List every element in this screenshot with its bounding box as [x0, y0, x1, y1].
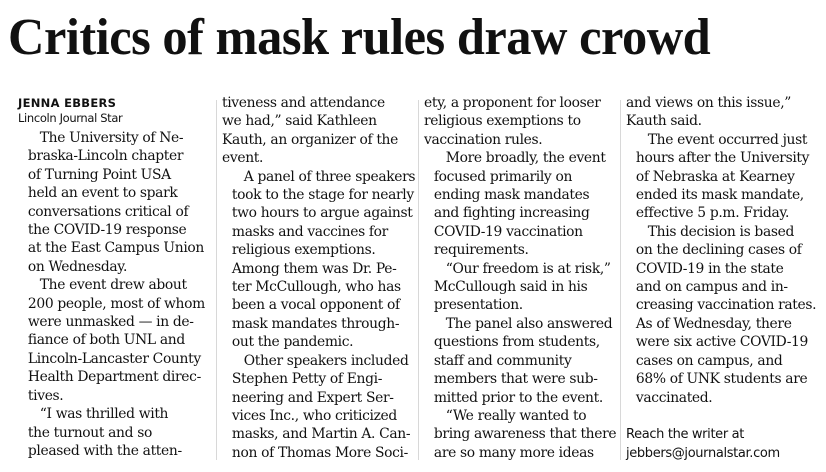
- paragraph: [424, 149, 620, 259]
- byline-publication: Lincoln Journal Star: [18, 111, 123, 125]
- text-line: of Turning Point USA: [27, 166, 171, 183]
- text-line: religious exemptions.: [231, 242, 376, 259]
- text-line: fiance of both UNL and: [27, 332, 185, 349]
- column-rule: [216, 100, 217, 460]
- text-line: 200 people, most of whom: [27, 295, 205, 312]
- article-column-1: [18, 96, 214, 460]
- text-line: mask mandates through-: [231, 315, 400, 332]
- text-line: religious exemptions to: [424, 113, 581, 130]
- paragraph: [222, 94, 418, 168]
- reach-writer-email[interactable]: jebbers@journalstar.com: [626, 445, 780, 461]
- paragraph: [222, 352, 418, 462]
- text-line: on Wednesday.: [27, 258, 128, 275]
- text-line: were unmasked — in de-: [27, 314, 194, 331]
- paragraph: [424, 94, 620, 149]
- text-line: ending mask mandates: [433, 187, 590, 204]
- text-line: hours after the University: [635, 150, 810, 167]
- byline-author: JENNA EBBERS: [18, 96, 117, 110]
- text-line: Stephen Petty of Engi-: [231, 371, 383, 388]
- text-line: out the pandemic.: [231, 334, 354, 351]
- paragraph: [18, 276, 214, 405]
- text-line: the COVID-19 response: [27, 222, 187, 239]
- text-line: Kauth said.: [626, 113, 702, 130]
- text-line: “Our freedom is at risk,”: [445, 260, 611, 277]
- text-line: of Nebraska at Kearney: [635, 168, 795, 185]
- text-line: braska-Lincoln chapter: [27, 148, 184, 165]
- text-line: tives.: [27, 387, 64, 404]
- text-line: McCullough said in his: [433, 279, 588, 296]
- column-rule: [620, 100, 621, 460]
- paragraph: [18, 129, 214, 276]
- text-line: at the East Campus Union: [27, 240, 205, 257]
- text-line: members that were sub-: [433, 371, 598, 388]
- text-line: effective 5 p.m. Friday.: [635, 205, 790, 222]
- text-line: requirements.: [433, 242, 529, 259]
- text-line: the turnout and so: [27, 424, 152, 441]
- text-line: focused primarily on: [433, 168, 573, 185]
- text-line: masks and vaccines for: [231, 223, 388, 240]
- reach-writer: [626, 425, 822, 463]
- article-column-4: [626, 94, 822, 463]
- text-line: we had,” said Kathleen: [222, 113, 377, 130]
- paragraph: [626, 94, 822, 131]
- text-line: Other speakers included: [243, 352, 409, 369]
- text-line: Among them was Dr. Pe-: [231, 260, 397, 277]
- text-line: tiveness and attendance: [222, 95, 385, 111]
- text-line: masks, and Martin A. Can-: [231, 426, 411, 443]
- headline: Critics of mask rules draw crowd: [8, 9, 711, 66]
- paragraph: [222, 168, 418, 352]
- text-line: held an event to spark: [27, 185, 178, 202]
- text-line: are so many more ideas: [433, 444, 594, 461]
- text-line: non of Thomas More Soci-: [231, 444, 408, 461]
- text-line: been a vocal opponent of: [231, 297, 400, 314]
- text-line: two hours to argue against: [231, 205, 413, 222]
- text-line: ety, a proponent for looser: [424, 95, 601, 111]
- article-column-2: [222, 94, 418, 462]
- paragraph: [424, 315, 620, 407]
- text-line: The University of Ne-: [39, 130, 184, 146]
- article-column-3: [424, 94, 620, 462]
- text-line: “We really wanted to: [445, 407, 587, 424]
- text-line: The panel also answered: [445, 315, 613, 332]
- text-line: creasing vaccination rates.: [635, 297, 817, 314]
- text-line: neering and Expert Ser-: [231, 389, 394, 406]
- text-line: on the declining cases of: [635, 242, 802, 259]
- text-line: and on campus and in-: [635, 279, 788, 296]
- text-line: Lincoln-Lancaster County: [27, 350, 201, 367]
- column-rule: [418, 100, 419, 460]
- text-line: More broadly, the event: [445, 150, 606, 167]
- text-line: cases on campus, and: [635, 352, 783, 369]
- text-line: conversations critical of: [27, 203, 189, 220]
- text-line: vices Inc., who criticized: [231, 407, 397, 424]
- text-line: This decision is based: [647, 223, 795, 240]
- text-line: The event occurred just: [647, 131, 808, 148]
- text-line: and fighting increasing: [433, 205, 590, 222]
- paragraph: [424, 407, 620, 462]
- text-line: Health Department direc-: [27, 369, 201, 386]
- paragraph: [18, 405, 214, 460]
- text-line: mitted prior to the event.: [433, 389, 603, 406]
- column-body: [222, 94, 418, 462]
- text-line: A panel of three speakers: [243, 168, 416, 185]
- text-line: bring awareness that there: [433, 426, 617, 443]
- text-line: vaccination rules.: [424, 131, 543, 148]
- text-line: staff and community: [433, 352, 572, 369]
- text-line: As of Wednesday, there: [635, 315, 792, 332]
- text-line: COVID-19 in the state: [635, 260, 784, 277]
- paragraph: [424, 260, 620, 315]
- text-line: ended its mask mandate,: [635, 187, 804, 204]
- text-line: event.: [222, 150, 264, 167]
- column-body: [626, 94, 822, 407]
- text-line: were six active COVID-19: [635, 334, 808, 351]
- text-line: vaccinated.: [635, 389, 713, 406]
- text-line: ter McCullough, who has: [231, 279, 401, 296]
- reach-writer-label: Reach the writer at: [626, 426, 744, 442]
- text-line: took to the stage for nearly: [231, 187, 414, 204]
- text-line: Kauth, an organizer of the: [222, 131, 398, 148]
- text-line: pleased with the atten-: [27, 442, 182, 459]
- text-line: presentation.: [433, 297, 523, 314]
- paragraph: [626, 223, 822, 407]
- text-line: questions from students,: [433, 334, 600, 351]
- text-line: and views on this issue,”: [626, 95, 792, 111]
- text-line: The event drew about: [39, 277, 187, 294]
- column-body: [18, 129, 214, 460]
- text-line: 68% of UNK students are: [635, 371, 808, 388]
- paragraph: [626, 131, 822, 223]
- text-line: COVID-19 vaccination: [433, 223, 583, 240]
- column-body: [424, 94, 620, 462]
- text-line: “I was thrilled with: [39, 406, 169, 423]
